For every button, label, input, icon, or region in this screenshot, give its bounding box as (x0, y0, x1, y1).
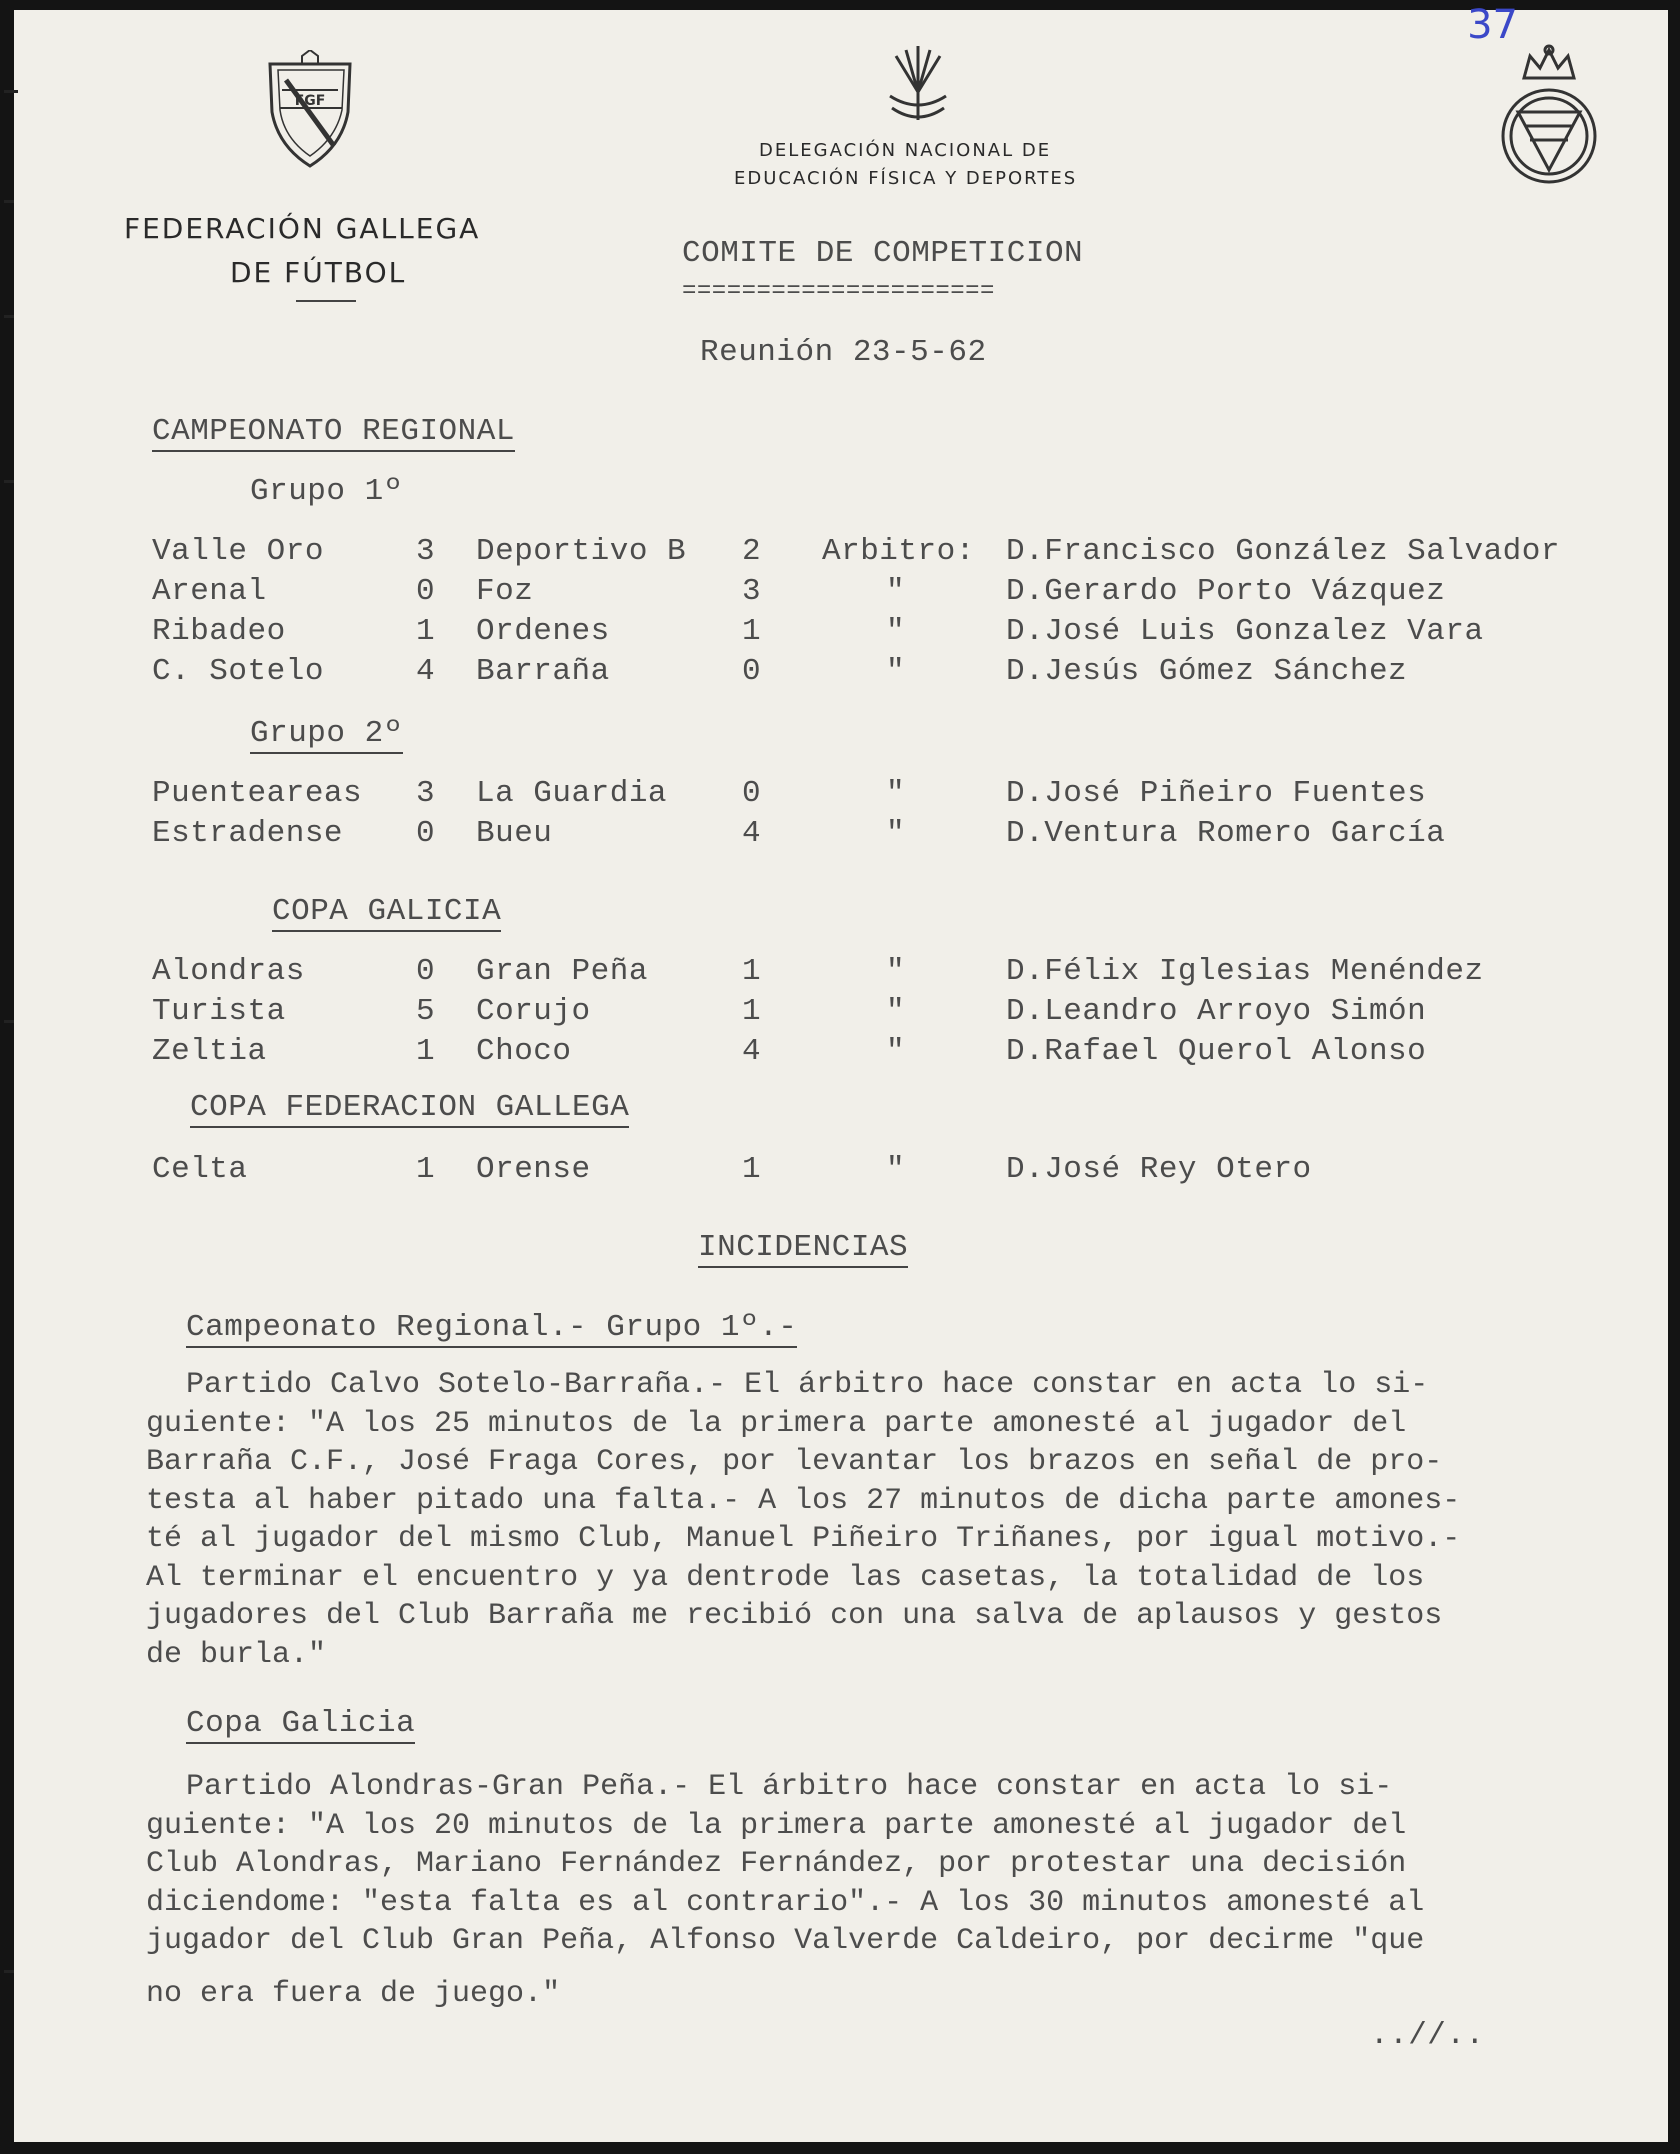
result-home-score: 3 (416, 534, 436, 569)
result-home-score: 1 (416, 1152, 436, 1187)
result-home-score: 1 (416, 1034, 436, 1069)
result-home-team: Puenteareas (152, 776, 363, 811)
result-away-team: Corujo (476, 994, 591, 1029)
edge-mark (4, 200, 14, 203)
yoke-arrows-emblem-icon (882, 42, 954, 126)
result-away-team: Foz (476, 574, 534, 609)
result-home-score: 0 (416, 574, 436, 609)
paragraph-line: Club Alondras, Mariano Fernández Fernández, por protestar una decisión (146, 1847, 1407, 1881)
result-home-team: Turista (152, 994, 286, 1029)
result-home-team: C. Sotelo (152, 654, 324, 689)
result-away-score: 1 (742, 954, 762, 989)
result-home-team: Zeltia (152, 1034, 267, 1069)
edge-mark (4, 315, 14, 318)
incident-heading-regional: Campeonato Regional.- Grupo 1º.- (186, 1310, 797, 1345)
incident-paragraph-copa-galicia (146, 1768, 1626, 2013)
incident-heading-copa-galicia: Copa Galicia (186, 1706, 415, 1741)
result-home-team: Ribadeo (152, 614, 286, 649)
result-home-score: 4 (416, 654, 436, 689)
result-away-score: 1 (742, 614, 762, 649)
paragraph-line: no era fuera de juego." (146, 1976, 561, 2011)
referee-name: D.José Luis Gonzalez Vara (1006, 614, 1484, 649)
edge-mark (4, 480, 14, 483)
paragraph-line: Barraña C.F., José Fraga Cores, por levantar los brazos en señal de pro- (146, 1445, 1443, 1479)
copa-federacion-heading: COPA FEDERACION GALLEGA (190, 1090, 629, 1125)
result-away-score: 4 (742, 816, 762, 851)
federation-crest-icon (264, 50, 356, 170)
paragraph-line: té al jugador del mismo Club, Manuel Piñeiro Triñanes, por igual motivo.- (146, 1522, 1461, 1556)
continuation-mark: ..//.. (1370, 2018, 1485, 2053)
result-home-team: Valle Oro (152, 534, 324, 569)
result-away-score: 4 (742, 1034, 762, 1069)
ditto-mark: " (886, 654, 906, 689)
result-home-score: 1 (416, 614, 436, 649)
result-away-score: 2 (742, 534, 762, 569)
result-home-score: 3 (416, 776, 436, 811)
referee-name: D.Félix Iglesias Menéndez (1006, 954, 1484, 989)
referee-name: D.José Piñeiro Fuentes (1006, 776, 1427, 811)
paragraph-line: Partido Alondras-Gran Peña.- El árbitro hace constar en acta lo si- (186, 1770, 1393, 1804)
referee-name: D.Leandro Arroyo Simón (1006, 994, 1427, 1029)
royal-federation-crest-icon (1494, 42, 1604, 192)
paragraph-line: jugador del Club Gran Peña, Alfonso Valverde Caldeiro, por decirme "que (146, 1924, 1425, 1958)
ditto-mark: " (886, 1152, 906, 1187)
page-number: 37 (1467, 2, 1518, 48)
ditto-mark: " (886, 954, 906, 989)
result-away-team: Bueu (476, 816, 553, 851)
paragraph-line: Partido Calvo Sotelo-Barraña.- El árbitro hace constar en acta lo si- (186, 1368, 1429, 1402)
paragraph-line: guiente: "A los 20 minutos de la primera parte amonesté al jugador del (146, 1808, 1407, 1843)
divider (296, 300, 356, 302)
group2-heading: Grupo 2º (250, 716, 403, 751)
referee-label: Arbitro: (822, 534, 975, 569)
result-home-team: Estradense (152, 816, 344, 851)
group1-heading: Grupo 1º (250, 474, 403, 509)
result-home-score: 5 (416, 994, 436, 1029)
svg-text:FGF: FGF (294, 93, 326, 109)
result-away-team: La Guardia (476, 776, 668, 811)
result-home-team: Arenal (152, 574, 267, 609)
delegation-line1: DELEGACIÓN NACIONAL DE (759, 140, 1052, 161)
result-away-score: 0 (742, 776, 762, 811)
result-home-score: 0 (416, 954, 436, 989)
referee-name: D.Francisco González Salvador (1006, 534, 1560, 569)
referee-name: D.Ventura Romero García (1006, 816, 1446, 851)
result-away-score: 3 (742, 574, 762, 609)
result-away-team: Gran Peña (476, 954, 648, 989)
delegation-line2: EDUCACIÓN FÍSICA Y DEPORTES (734, 168, 1078, 189)
paragraph-line: de burla." (146, 1637, 327, 1672)
meeting-date: Reunión 23-5-62 (700, 335, 987, 370)
result-away-team: Orense (476, 1152, 591, 1187)
edge-mark (4, 90, 18, 93)
incidents-heading: INCIDENCIAS (698, 1230, 908, 1265)
paragraph-line: guiente: "A los 25 minutos de la primera parte amonesté al jugador del (146, 1406, 1407, 1441)
ditto-mark: " (886, 614, 906, 649)
incident-paragraph-regional (146, 1366, 1626, 1674)
paragraph-line: diciendome: "esta falta es al contrario".- A los 30 minutos amonesté al (146, 1885, 1425, 1920)
referee-name: D.José Rey Otero (1006, 1152, 1312, 1187)
result-home-score: 0 (416, 816, 436, 851)
paragraph-line: testa al haber pitado una falta.- A los 27 minutos de dicha parte amones- (146, 1483, 1461, 1518)
committee-title: COMITE DE COMPETICION (682, 236, 1084, 271)
committee-title-underline: ===================== (682, 278, 995, 305)
ditto-mark: " (886, 994, 906, 1029)
result-away-team: Deportivo B (476, 534, 687, 569)
result-away-score: 0 (742, 654, 762, 689)
edge-mark (4, 1970, 14, 1973)
regional-championship-heading: CAMPEONATO REGIONAL (152, 414, 515, 449)
federation-name-line2: DE FÚTBOL (230, 256, 407, 289)
ditto-mark: " (886, 1034, 906, 1069)
edge-mark (4, 1020, 14, 1023)
ditto-mark: " (886, 574, 906, 609)
ditto-mark: " (886, 816, 906, 851)
paragraph-line: jugadores del Club Barraña me recibió con una salva de aplausos y gestos (146, 1599, 1443, 1633)
referee-name: D.Gerardo Porto Vázquez (1006, 574, 1446, 609)
result-away-score: 1 (742, 1152, 762, 1187)
result-away-team: Choco (476, 1034, 572, 1069)
document-page (14, 2, 1668, 2142)
result-home-team: Alondras (152, 954, 305, 989)
paragraph-line: Al terminar el encuentro y ya dentrode las casetas, la totalidad de los (146, 1560, 1425, 1595)
result-home-team: Celta (152, 1152, 248, 1187)
referee-name: D.Jesús Gómez Sánchez (1006, 654, 1408, 689)
result-away-team: Ordenes (476, 614, 610, 649)
referee-name: D.Rafael Querol Alonso (1006, 1034, 1427, 1069)
result-away-score: 1 (742, 994, 762, 1029)
result-away-team: Barraña (476, 654, 610, 689)
copa-galicia-heading: COPA GALICIA (272, 894, 501, 929)
federation-name-line1: FEDERACIÓN GALLEGA (124, 212, 481, 245)
ditto-mark: " (886, 776, 906, 811)
